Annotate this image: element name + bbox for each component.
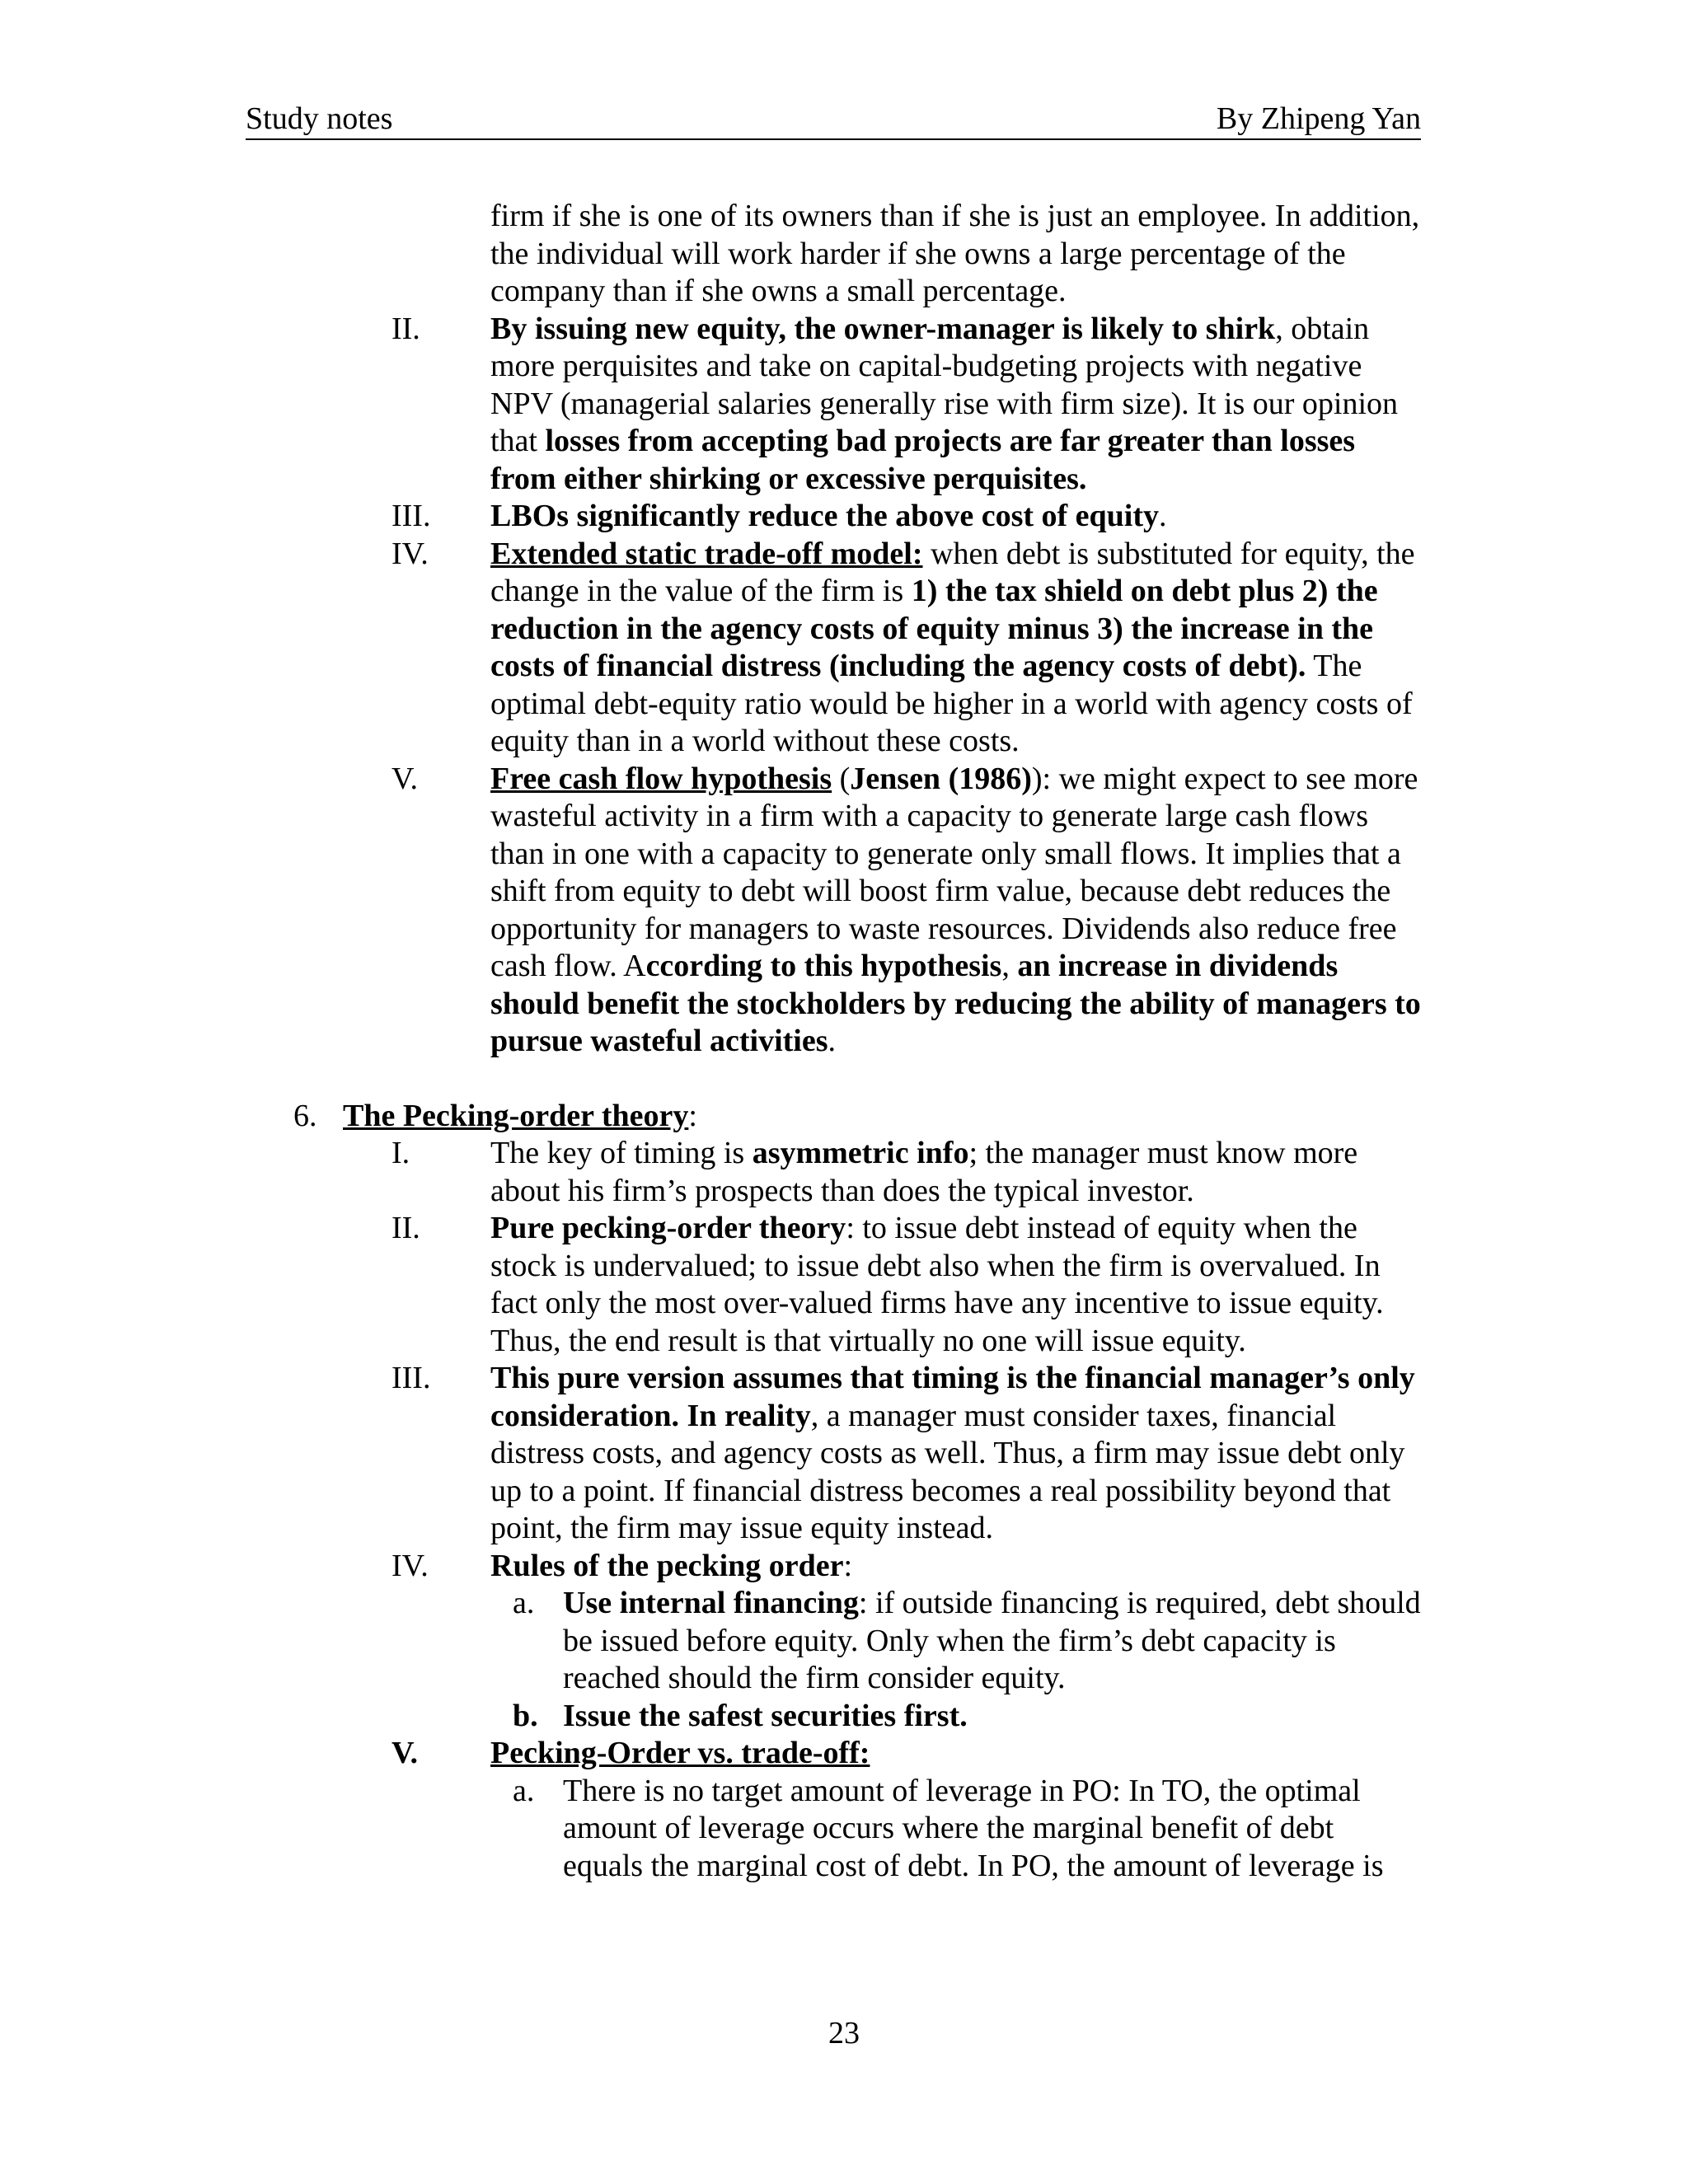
item-number: I. xyxy=(392,1136,410,1170)
item-number: IV. xyxy=(392,1548,429,1583)
list-item-iii xyxy=(0,498,1688,536)
item-text: Pure pecking-order theory: to issue debt instead of equity when the stock is undervalued; to issue debt also when the firm is overvalued. In fact only the most over-valued firms have any incentive to issue equity. Thus, the end result is that virtually no one will issue equity. xyxy=(490,1211,1384,1358)
section-title: The Pecking-order theory: xyxy=(343,1098,697,1133)
sub-item-letter: a. xyxy=(513,1773,535,1808)
item-text: The key of timing is asymmetric info; the manager must know more about his firm’s prospects than does the typical investor. xyxy=(490,1136,1358,1208)
sub-item-a xyxy=(0,1585,1688,1698)
sub-item-letter: a. xyxy=(513,1586,535,1620)
header-author: By Zhipeng Yan xyxy=(1216,101,1421,136)
list-item-v xyxy=(0,1735,1688,1773)
item-number: II. xyxy=(392,311,420,346)
page-number: 23 xyxy=(828,2016,860,2050)
item-number: III. xyxy=(392,499,431,533)
list-item-v xyxy=(0,761,1688,1061)
section-number: 6. xyxy=(293,1098,317,1133)
item-number: V. xyxy=(392,1736,419,1770)
item-text: Free cash flow hypothesis (Jensen (1986)): we might expect to see more wasteful activity in a firm with a capacity to generate large cash flows than in one with a capacity to generate only small flows. It implies that a shift from equity to debt will boost firm value, because debt reduces the opportunity for managers to waste resources. Dividends also reduce free cash flow. According to this hypothesis, an increase in dividends should benefit the stockholders by reducing the ability of managers to pursue wasteful activities. xyxy=(490,761,1421,1058)
item-number: II. xyxy=(392,1211,420,1245)
sub-item-text: There is no target amount of leverage in PO: In TO, the optimal amount of leverage occurs where the marginal benefit of debt equals the marginal cost of debt. In PO, the amount of leverage is xyxy=(563,1773,1384,1883)
item-text: Rules of the pecking order: xyxy=(490,1548,853,1583)
item-number: III. xyxy=(392,1361,431,1395)
list-item-iii xyxy=(0,1360,1688,1548)
item-number: V. xyxy=(392,761,419,796)
header-title: Study notes xyxy=(246,101,393,136)
sub-item-text: Issue the safest securities first. xyxy=(563,1698,968,1733)
page-header xyxy=(246,97,1421,140)
section-heading-6 xyxy=(0,1098,1688,1136)
sub-item-letter: b. xyxy=(513,1698,538,1733)
spacer xyxy=(0,1061,1688,1098)
list-item-ii xyxy=(0,1210,1688,1360)
sub-item-b xyxy=(0,1698,1688,1736)
item-number: IV. xyxy=(392,536,429,571)
document-body xyxy=(0,198,1688,1885)
continuation-paragraph: firm if she is one of its owners than if she is just an employee. In addition, the individual will work harder if she owns a large percentage of the company than if she owns a small percentage. xyxy=(490,199,1420,308)
item-text: This pure version assumes that timing is the financial manager’s only consideration. In reality, a manager must consider taxes, financial distress costs, and agency costs as well. Thus, a firm may issue debt only up to a point. If financial distress becomes a real possibility beyond that point, the firm may issue equity instead. xyxy=(490,1361,1415,1545)
list-item-ii xyxy=(0,311,1688,499)
list-item-iv xyxy=(0,536,1688,761)
sub-item-text: Use internal financing: if outside financing is required, debt should be issued before equity. Only when the firm’s debt capacity is reached should the firm consider equity. xyxy=(563,1586,1421,1695)
sub-item-a xyxy=(0,1773,1688,1886)
list-item-iv xyxy=(0,1548,1688,1586)
item-text: Extended static trade-off model: when debt is substituted for equity, the change in the value of the firm is 1) the tax shield on debt plus 2) the reduction in the agency costs of equity minus 3) the increase in the costs of financial distress (including the agency costs of debt). The optimal debt-equity ratio would be higher in a world with agency costs of equity than in a world without these costs. xyxy=(490,536,1415,758)
item-text: LBOs significantly reduce the above cost of equity. xyxy=(490,499,1167,533)
list-item-i xyxy=(0,1135,1688,1210)
item-text: By issuing new equity, the owner-manager is likely to shirk, obtain more perquisites and take on capital-budgeting projects with negative NPV (managerial salaries generally rise with firm size). It is our opinion that losses from accepting bad projects are far greater than losses from either shirking or excessive perquisites. xyxy=(490,311,1398,496)
item-text: Pecking-Order vs. trade-off: xyxy=(490,1736,870,1770)
